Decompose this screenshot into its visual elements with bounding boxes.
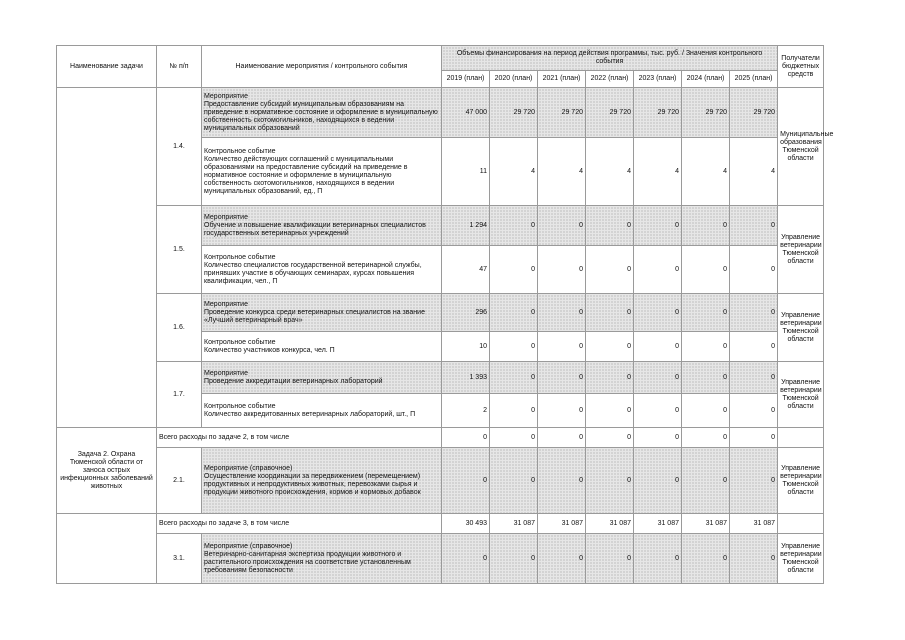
value-cell: 0 — [538, 394, 586, 428]
value-cell: 0 — [538, 206, 586, 246]
cell-description: Количество специалистов государственной ветеринарной службы, принявших участие в обучающих семинарах, курсах повышения квалификации, чел., П — [204, 261, 422, 285]
year-header: 2024 (план) — [682, 71, 730, 88]
cell-kind-label: Контрольное событие — [204, 253, 276, 261]
recipient-1-5: Управление ветеринарии Тюменской области — [778, 206, 824, 294]
cell-description: Количество аккредитованных ветеринарных лабораторий, шт., П — [204, 410, 416, 418]
value-cell: 0 — [586, 332, 634, 362]
value-cell: 29 720 — [538, 88, 586, 138]
value-cell: 296 — [442, 294, 490, 332]
value-cell: 0 — [682, 206, 730, 246]
value-cell: 0 — [538, 362, 586, 394]
event-row-1-7 — [57, 362, 824, 394]
financing-table — [56, 45, 834, 584]
value-cell: 0 — [538, 332, 586, 362]
event-text-1-4 — [202, 88, 442, 138]
task-2-total-row — [57, 428, 824, 448]
total-value: 0 — [586, 428, 634, 448]
value-cell: 0 — [490, 206, 538, 246]
value-cell: 0 — [490, 394, 538, 428]
value-cell: 0 — [586, 534, 634, 584]
value-cell: 0 — [730, 294, 778, 332]
value-cell: 0 — [634, 448, 682, 514]
year-header: 2021 (план) — [538, 71, 586, 88]
row-num-2-1: 2.1. — [157, 448, 202, 514]
value-cell: 0 — [538, 246, 586, 294]
value-cell: 4 — [586, 138, 634, 206]
header-recipients: Получатели бюджетных средств — [778, 46, 824, 88]
value-cell: 0 — [634, 394, 682, 428]
value-cell: 29 720 — [490, 88, 538, 138]
header-event-name: Наименование мероприятия / контрольного события — [202, 46, 442, 88]
value-cell: 0 — [682, 362, 730, 394]
cell-description: Осуществление координации за передвижением (перемещением) продуктивных и непродуктивных животных, перевозками сырья и продукции животного происхождения, кормов и кормовых добавок — [204, 472, 421, 496]
value-cell: 0 — [682, 394, 730, 428]
value-cell: 1 294 — [442, 206, 490, 246]
value-cell: 0 — [634, 332, 682, 362]
task-3-name — [57, 514, 157, 584]
row-num-1-7: 1.7. — [157, 362, 202, 428]
value-cell: 0 — [490, 362, 538, 394]
row-num-1-5: 1.5. — [157, 206, 202, 294]
total-value: 31 087 — [538, 514, 586, 534]
cell-description: Ветеринарно-санитарная экспертиза продукции животного и растительного происхождения на соответствие установленным требованиям безопасности — [204, 550, 411, 574]
task-2-name: Задача 2. Охрана Тюменской области от заноса острых инфекционных заболеваний животных — [57, 428, 157, 514]
cell-kind-label: Мероприятие — [204, 300, 248, 308]
control-text-1-4 — [202, 138, 442, 206]
total-value: 0 — [490, 428, 538, 448]
value-cell: 0 — [730, 394, 778, 428]
value-cell: 4 — [538, 138, 586, 206]
control-text-1-6 — [202, 332, 442, 362]
row-num-3-1: 3.1. — [157, 534, 202, 584]
cell-description: Количество действующих соглашений с муниципальными образованиями на предоставление субсидий на приведение в нормативное состояние и оформление в муниципальную собственность скотомогильников, находящихся в ведении муниципальных образований, ед., П — [204, 155, 408, 195]
value-cell: 47 — [442, 246, 490, 294]
value-cell: 0 — [586, 448, 634, 514]
value-cell: 0 — [586, 394, 634, 428]
event-text-3-1 — [202, 534, 442, 584]
cell-kind-label: Контрольное событие — [204, 402, 276, 410]
total-value: 0 — [634, 428, 682, 448]
cell-kind-label: Мероприятие — [204, 213, 248, 221]
header-row — [57, 46, 824, 71]
task-1-cell — [57, 88, 157, 428]
recipient-3-1: Управление ветеринарии Тюменской области — [778, 534, 824, 584]
recipient-1-4: Муниципальные образования Тюменской области — [778, 88, 824, 206]
value-cell: 4 — [730, 138, 778, 206]
value-cell: 0 — [586, 362, 634, 394]
cell-description: Предоставление субсидий муниципальным образованиям на приведение в нормативное состояние и оформление в муниципальную собственность скотомогильников, находящихся в ведении муниципальных образований — [204, 100, 438, 132]
value-cell: 0 — [490, 534, 538, 584]
value-cell: 0 — [538, 448, 586, 514]
event-row-1-6 — [57, 294, 824, 332]
value-cell: 0 — [730, 332, 778, 362]
row-num-1-6: 1.6. — [157, 294, 202, 362]
empty-recipient-cell — [778, 514, 824, 534]
value-cell: 0 — [634, 534, 682, 584]
cell-kind-label: Мероприятие (справочное) — [204, 464, 293, 472]
value-cell: 29 720 — [634, 88, 682, 138]
value-cell: 4 — [682, 138, 730, 206]
total-value: 31 087 — [586, 514, 634, 534]
value-cell: 29 720 — [730, 88, 778, 138]
total-value: 0 — [442, 428, 490, 448]
cell-description: Количество участников конкурса, чел. П — [204, 346, 335, 354]
value-cell: 0 — [730, 534, 778, 584]
year-header: 2022 (план) — [586, 71, 634, 88]
event-row-1-4 — [57, 88, 824, 138]
value-cell: 0 — [682, 534, 730, 584]
value-cell: 0 — [682, 294, 730, 332]
header-task-name: Наименование задачи — [57, 46, 157, 88]
task-3-total-row — [57, 514, 824, 534]
cell-kind-label: Контрольное событие — [204, 147, 276, 155]
total-value: 31 087 — [730, 514, 778, 534]
cell-kind-label: Мероприятие — [204, 92, 248, 100]
value-cell: 0 — [538, 294, 586, 332]
task-2-total-label: Всего расходы по задаче 2, в том числе — [157, 428, 442, 448]
value-cell: 0 — [730, 246, 778, 294]
cell-kind-label: Мероприятие — [204, 369, 248, 377]
cell-kind-label: Контрольное событие — [204, 338, 276, 346]
value-cell: 29 720 — [682, 88, 730, 138]
value-cell: 10 — [442, 332, 490, 362]
control-text-1-7 — [202, 394, 442, 428]
value-cell: 0 — [682, 246, 730, 294]
value-cell: 11 — [442, 138, 490, 206]
value-cell: 0 — [586, 246, 634, 294]
value-cell: 0 — [730, 448, 778, 514]
row-num-1-4: 1.4. — [157, 88, 202, 206]
value-cell: 1 393 — [442, 362, 490, 394]
cell-kind-label: Мероприятие (справочное) — [204, 542, 293, 550]
total-value: 0 — [730, 428, 778, 448]
total-value: 0 — [682, 428, 730, 448]
value-cell: 2 — [442, 394, 490, 428]
event-row-1-5 — [57, 206, 824, 246]
value-cell: 0 — [586, 206, 634, 246]
value-cell: 0 — [634, 246, 682, 294]
recipient-1-7: Управление ветеринарии Тюменской области — [778, 362, 824, 428]
value-cell: 0 — [490, 294, 538, 332]
value-cell: 0 — [490, 246, 538, 294]
event-text-1-6 — [202, 294, 442, 332]
value-cell: 0 — [730, 206, 778, 246]
total-value: 31 087 — [634, 514, 682, 534]
value-cell: 29 720 — [586, 88, 634, 138]
value-cell: 0 — [586, 294, 634, 332]
cell-description: Обучение и повышение квалификации ветеринарных специалистов государственных ветеринарных учреждений — [204, 221, 426, 237]
recipient-1-6: Управление ветеринарии Тюменской области — [778, 294, 824, 362]
year-header: 2020 (план) — [490, 71, 538, 88]
value-cell: 0 — [634, 294, 682, 332]
total-value: 31 087 — [682, 514, 730, 534]
value-cell: 0 — [442, 448, 490, 514]
task-3-total-label: Всего расходы по задаче 3, в том числе — [157, 514, 442, 534]
value-cell: 0 — [490, 448, 538, 514]
event-text-1-5 — [202, 206, 442, 246]
value-cell: 0 — [634, 362, 682, 394]
control-text-1-5 — [202, 246, 442, 294]
value-cell: 0 — [682, 332, 730, 362]
total-value: 0 — [538, 428, 586, 448]
empty-recipient-cell — [778, 428, 824, 448]
year-header: 2023 (план) — [634, 71, 682, 88]
event-text-1-7 — [202, 362, 442, 394]
year-header: 2025 (план) — [730, 71, 778, 88]
value-cell: 47 000 — [442, 88, 490, 138]
cell-description: Проведение аккредитации ветеринарных лабораторий — [204, 377, 383, 385]
cell-description: Проведение конкурса среди ветеринарных специалистов на звание «Лучший ветеринарный врач» — [204, 308, 425, 324]
event-text-2-1 — [202, 448, 442, 514]
value-cell: 0 — [538, 534, 586, 584]
value-cell: 0 — [682, 448, 730, 514]
total-value: 31 087 — [490, 514, 538, 534]
value-cell: 0 — [634, 206, 682, 246]
value-cell: 0 — [442, 534, 490, 584]
event-row-2-1 — [57, 448, 824, 514]
event-row-3-1 — [57, 534, 824, 584]
header-num: № п/п — [157, 46, 202, 88]
value-cell: 0 — [490, 332, 538, 362]
year-header: 2019 (план) — [442, 71, 490, 88]
header-financing: Объемы финансирования на период действия программы, тыс. руб. / Значения контрольного события — [442, 46, 778, 71]
recipient-2-1: Управление ветеринарии Тюменской области — [778, 448, 824, 514]
total-value: 30 493 — [442, 514, 490, 534]
value-cell: 4 — [490, 138, 538, 206]
value-cell: 4 — [634, 138, 682, 206]
value-cell: 0 — [730, 362, 778, 394]
